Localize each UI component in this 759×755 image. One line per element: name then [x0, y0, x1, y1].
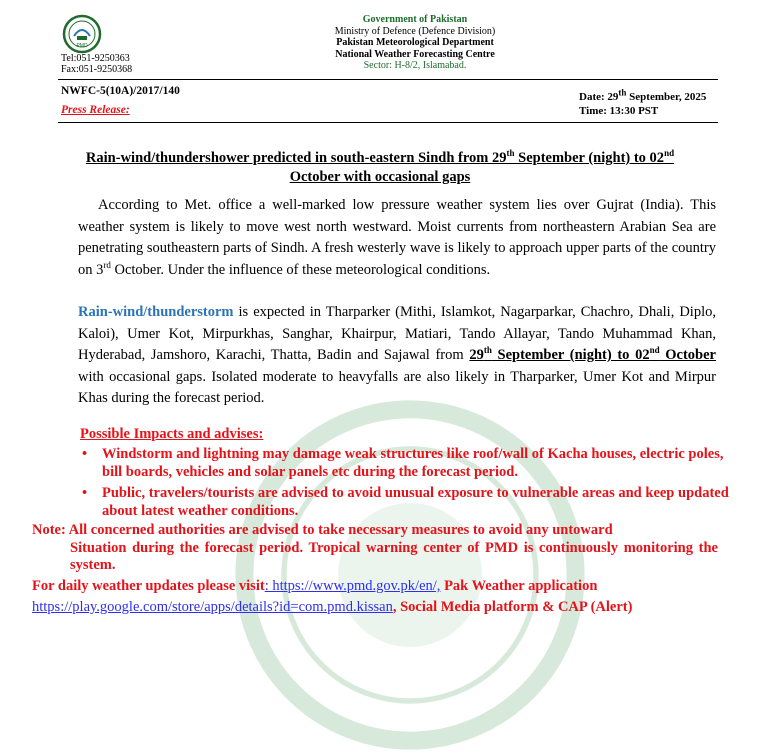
gov-line2: Ministry of Defence (Defence Division) [334, 25, 496, 37]
date-time [579, 87, 707, 118]
impacts-title: Possible Impacts and advises: [80, 426, 264, 442]
note-line1: Note: All concerned authorities are advised to take necessary measures to avoid any untoward [32, 522, 613, 538]
list-item: • Public, travelers/tourists are advised to avoid unusual exposure to vulnerable areas and keep updated about latest weather conditions. [82, 485, 729, 519]
header-divider [58, 79, 718, 80]
contact-fax: Fax:051-9250368 [61, 64, 133, 75]
svg-text:PMD: PMD [76, 43, 88, 49]
play-store-link[interactable]: https://play.google.com/store/apps/details?id=com.pmd.kissan [32, 599, 393, 615]
contact-info [61, 53, 132, 75]
gov-line4: National Weather Forecasting Centre [335, 48, 495, 60]
paragraph-synoptic: According to Met. office a well-marked low pressure weather system lies over Gujrat (India). This weather system is likely to move west north westward. Moist currents from northeastern Arabian Sea are penetrating southeastern parts of Sindh. A fresh westerly wave is likely to approach upper parts of the country on 3rd October. Under the influence of these meteorological conditions. [78, 197, 716, 278]
list-item: • Windstorm and lightning may damage weak structures like roof/wall of Kacha houses, electric poles, bill boards, vehicles and solar panels etc during the forecast period. [82, 446, 724, 480]
authority-note [32, 522, 718, 575]
time-line: Time: 13:30 PST [579, 105, 659, 117]
date-line: Date: 29th September, 2025 [579, 87, 707, 103]
forecast-lead: Rain-wind/thunderstorm [78, 304, 234, 320]
department-header [300, 14, 530, 72]
impacts-list [80, 446, 730, 524]
note-line2: Situation during the forecast period. Tropical warning center of PMD is continuously monitoring the system. [70, 539, 718, 573]
gov-line3: Pakistan Meteorological Department [336, 37, 494, 48]
gov-line1: Government of Pakistan [362, 14, 468, 25]
press-headline: Rain-wind/thundershower predicted in south-eastern Sindh from 29th September (night) to 02nd October with occasional gaps [85, 148, 675, 185]
paragraph-forecast: Rain-wind/thunderstorm is expected in Tharparker (Mithi, Islamkot, Nagarparkar, Chachro, Dhali, Diplo, Kaloi), Umer Kot, Mirpurkhas, Sanghar, Khairpur, Matiari, Tando Allayar, Tando Muhammad Khan, Hyderabad, Jamshoro, Karachi, Thatta, Badin and Sajawal from 29th September (night) to 02nd October with occasional gaps. Isolated moderate to heavyfalls are also likely in Tharparker, Umer Kot and Mirpur Khas during the forecast period. [78, 304, 716, 406]
meta-divider [58, 122, 718, 123]
gov-line5: Sector: H-8/2, Islamabad. [363, 60, 467, 71]
pmd-logo [62, 14, 102, 54]
footer-links: For daily weather updates please visit: https://www.pmd.gov.pk/en/, Pak Weather application https://play.google.com/store/apps/details?id=com.pmd.kissan, Social Media platform & CAP (Alert) [32, 578, 633, 615]
press-release-label: Press Release: [61, 104, 130, 116]
pmd-website-link[interactable]: : https://www.pmd.gov.pk/en/, [264, 578, 441, 594]
contact-tel: Tel:051-9250363 [61, 53, 130, 64]
reference-number: NWFC-5(10A)/2017/140 [61, 85, 180, 97]
